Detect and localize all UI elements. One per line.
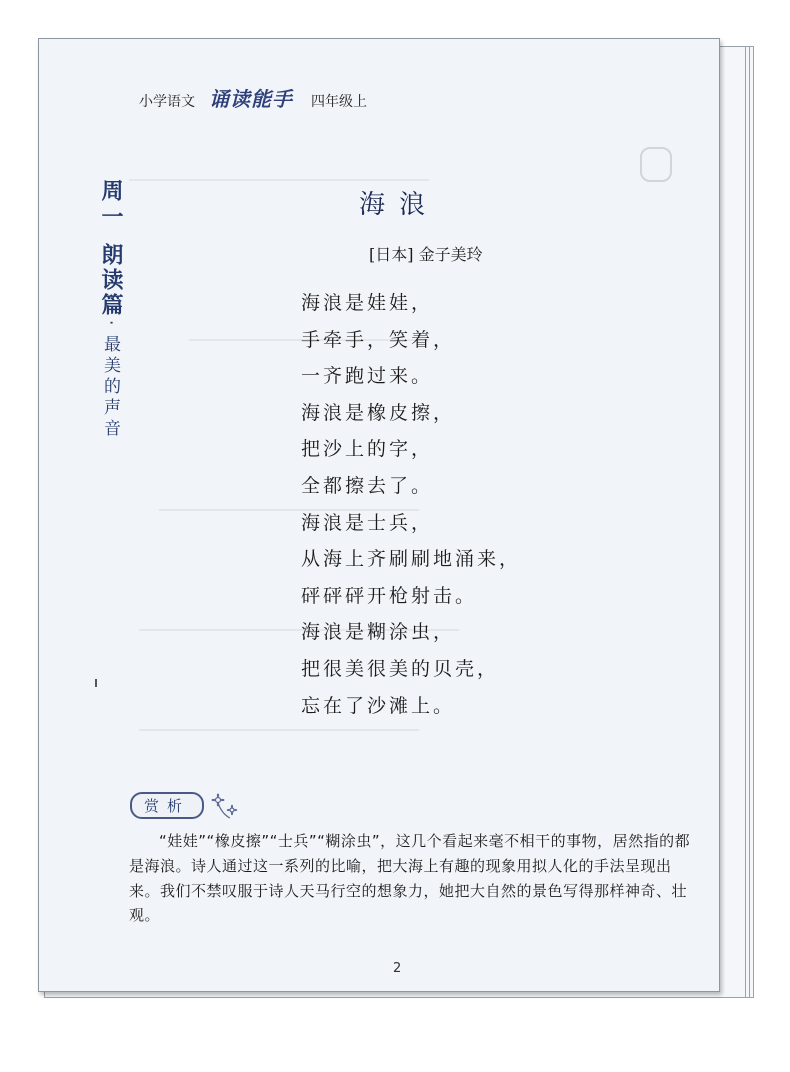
appreciation-label: 赏析 xyxy=(130,792,204,819)
show-through-mark xyxy=(640,147,672,182)
show-through-line xyxy=(129,179,429,181)
show-through-mark xyxy=(634,206,678,262)
poem-line: 一齐跑过来。 xyxy=(301,365,434,388)
poem-line: 全都擦去了。 xyxy=(301,474,434,497)
margin-mark xyxy=(95,679,97,687)
poem-line: 把沙上的字， xyxy=(301,438,434,461)
section-subtitle: 最美的声音 xyxy=(100,335,120,441)
poem-title: 海浪 xyxy=(359,190,440,220)
poem-line: 从海上齐刷刷地涌来， xyxy=(301,548,522,571)
section-separator: · xyxy=(100,320,121,330)
side-section-label xyxy=(95,179,126,440)
flower-icon xyxy=(208,790,242,820)
poem-line: 海浪是橡皮擦， xyxy=(301,401,456,424)
poem-line: 海浪是娃娃， xyxy=(301,292,434,314)
poem-line: 手牵手，笑着， xyxy=(301,328,456,351)
poem-line: 砰砰砰开枪射击。 xyxy=(301,584,478,607)
series-label: 小学语文 xyxy=(139,94,195,110)
poem-line: 海浪是士兵， xyxy=(301,511,434,534)
poem-body xyxy=(301,285,521,724)
poem-line: 把很美很美的贝壳， xyxy=(301,657,500,680)
grade-label: 四年级上 xyxy=(311,94,367,110)
page-number: 2 xyxy=(393,961,402,976)
show-through-decoration xyxy=(627,147,685,262)
poem-author: [日本] 金子美玲 xyxy=(369,245,483,264)
show-through-line xyxy=(139,729,419,731)
poem-line: 海浪是糊涂虫， xyxy=(301,621,456,644)
week-label: 周一 xyxy=(98,179,123,231)
appreciation-tag xyxy=(130,790,242,820)
running-header xyxy=(139,83,367,112)
section-topic: 朗读篇 xyxy=(98,243,123,318)
poem-line: 忘在了沙滩上。 xyxy=(301,694,456,717)
appreciation-text: “娃娃”“橡皮擦”“士兵”“糊涂虫”，这几个看起来毫不相干的事物，居然指的都是海浪。诗人通过这一系列的比喻，把大海上有趣的现象用拟人化的手法呈现出来。我们不禁叹服于诗人天马行空的想象力，她把大自然的景色写得那样神奇、壮观。 xyxy=(129,832,691,925)
brand-title: 诵读能手 xyxy=(209,87,293,111)
book-page xyxy=(38,38,720,992)
